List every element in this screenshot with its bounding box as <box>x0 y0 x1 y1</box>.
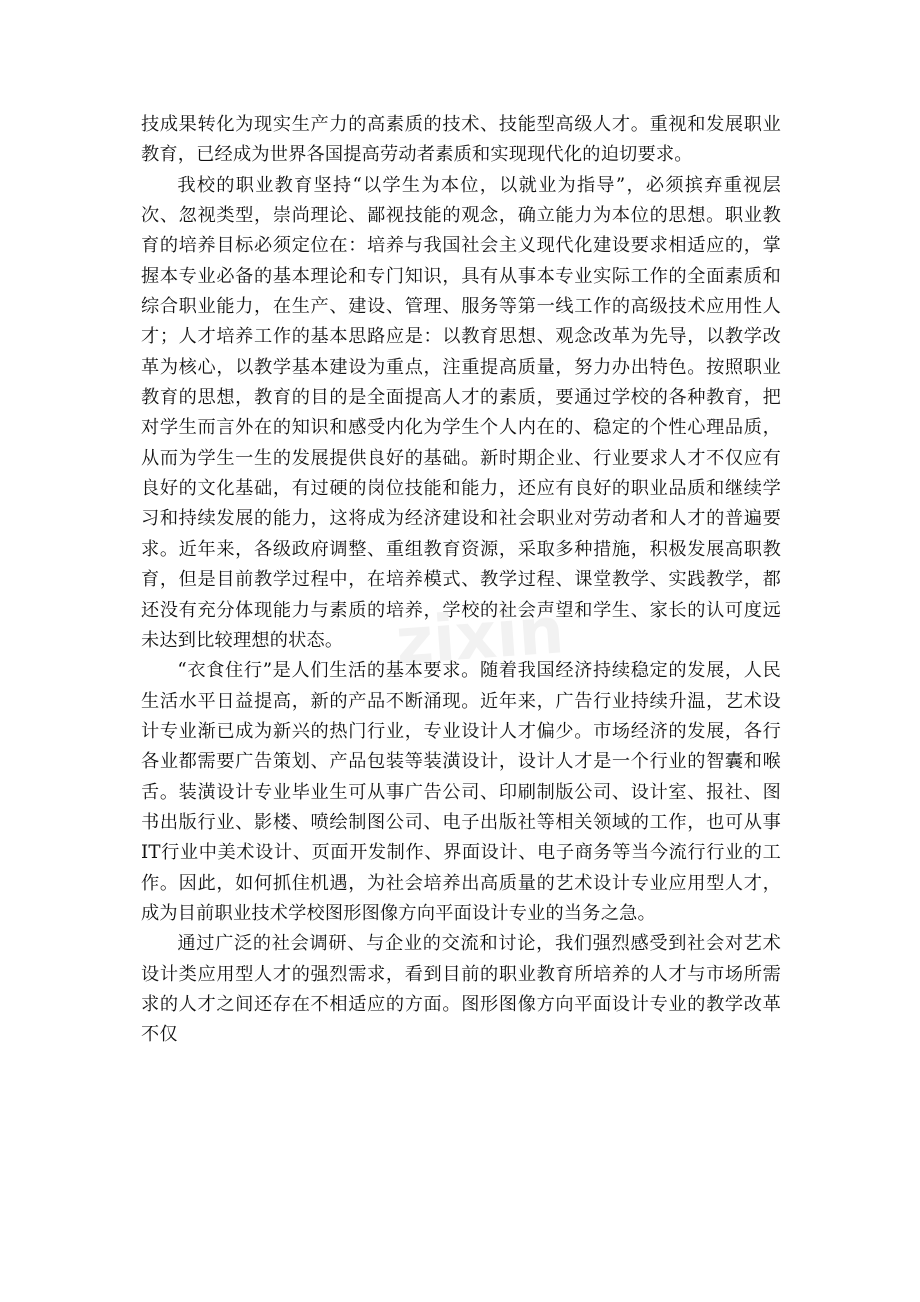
paragraph-2: 我校的职业教育坚持“以学生为本位，以就业为指导”，必须摈弃重视层次、忽视类型，崇尚理论、鄙视技能的观念，确立能力为本位的思想。职业教育的培养目标必须定位在：培养与我国社会主义现代化建设要求相适应的，掌握本专业必备的基本理论和专门知识，具有从事本专业实际工作的全面素质和综合职业能力，在生产、建设、管理、服务等第一线工作的高级技术应用性人才；人才培养工作的基本思路应是：以教育思想、观念改革为先导，以教学改革为核心，以教学基本建设为重点，注重提高质量，努力办出特色。按照职业教育的思想，教育的目的是全面提高人才的素质，要通过学校的各种教育，把对学生而言外在的知识和感受内化为学生个人内在的、稳定的个性心理品质，从而为学生一生的发展提供良好的基础。新时期企业、行业要求人才不仅应有良好的文化基础，有过硬的岗位技能和能力，还应有良好的职业品质和继续学习和持续发展的能力，这将成为经济建设和社会职业对劳动者和人才的普遍要求。近年来，各级政府调整、重组教育资源，采取多种措施，积极发展高职教育，但是目前教学过程中，在培养模式、教学过程、课堂教学、实践教学，都还没有充分体现能力与素质的培养，学校的社会声望和学生、家长的认可度远未达到比较理想的状态。 <box>141 174 781 651</box>
document-body <box>141 110 781 1051</box>
watermark: zixin <box>393 594 567 680</box>
paragraph-3: “衣食住行”是人们生活的基本要求。随着我国经济持续稳定的发展，人民生活水平日益提高，新的产品不断涌现。近年来，广告行业持续升温，艺术设计专业渐已成为新兴的热门行业，专业设计人才偏少。市场经济的发展，各行各业都需要广告策划、产品包装等装潢设计，设计人才是一个行业的智囊和喉舌。装潢设计专业毕业生可从事广告公司、印刷制版公司、设计室、报社、图书出版行业、影楼、喷绘制图公司、电子出版社等相关领域的工作，也可从事IT行业中美术设计、页面开发制作、界面设计、电子商务等当今流行行业的工作。因此，如何抓住机遇，为社会培养出高质量的艺术设计专业应用型人才，成为目前职业技术学校图形图像方向平面设计专业的当务之急。 <box>141 660 781 924</box>
paragraph-1: 技成果转化为现实生产力的高素质的技术、技能型高级人才。重视和发展职业教育，已经成为世界各国提高劳动者素质和实现现代化的迫切要求。 <box>141 114 781 166</box>
paragraph-4: 通过广泛的社会调研、与企业的交流和讨论，我们强烈感受到社会对艺术设计类应用型人才的强烈需求，看到目前的职业教育所培养的人才与市场所需求的人才之间还存在不相适应的方面。图形图像方向平面设计专业的教学改革不仅 <box>141 933 781 1046</box>
